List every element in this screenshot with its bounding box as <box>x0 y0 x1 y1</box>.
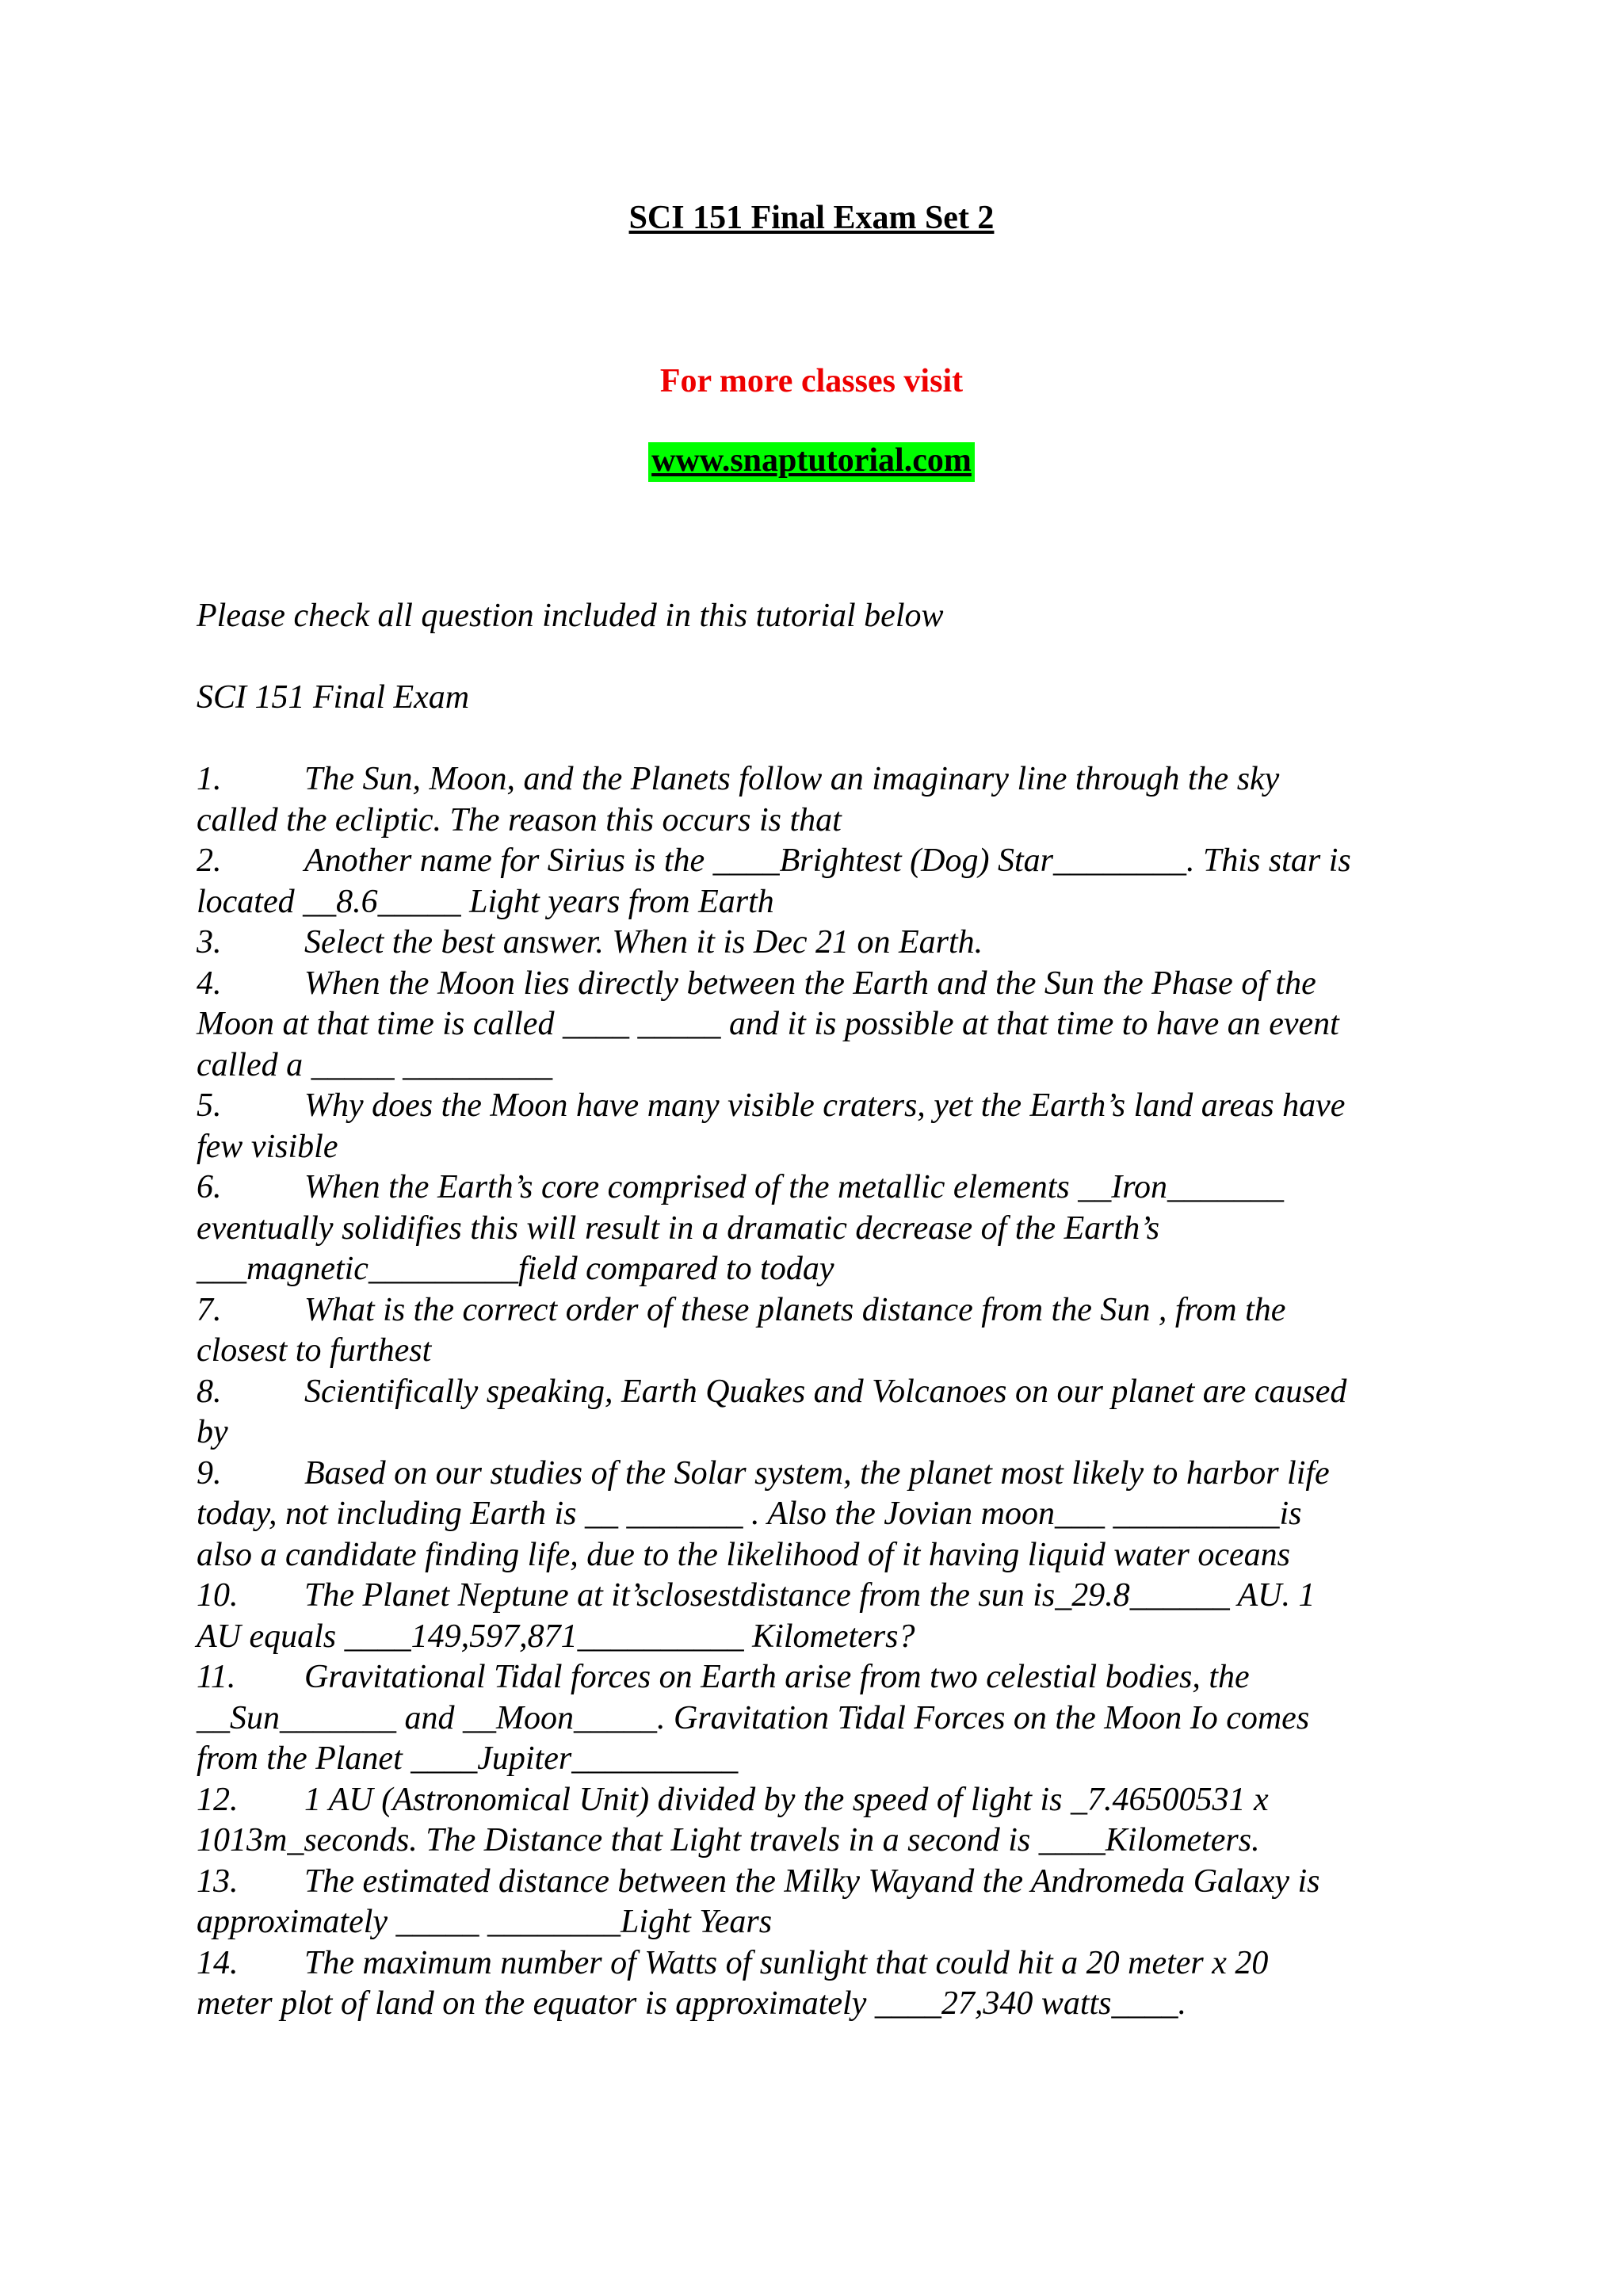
question-number: 9. <box>197 1454 222 1492</box>
question-text: Why does the Moon have many visible craters, yet the Earth’s land areas have <box>304 1087 1346 1124</box>
question-item <box>197 1576 1433 1657</box>
question-text: The Planet Neptune at it’sclosestdistance from the sun is_29.8______ AU. 1 <box>304 1577 1316 1614</box>
question-number: 13. <box>197 1862 239 1900</box>
question-continuation-line: meter plot of land on the equator is approximately ____27,340 watts____. <box>197 1985 1187 2022</box>
question-first-line <box>197 1167 1433 1209</box>
question-item <box>197 1290 1433 1372</box>
question-item <box>197 1372 1433 1454</box>
page-title: SCI 151 Final Exam Set 2 <box>628 200 995 236</box>
question-item <box>197 1167 1433 1290</box>
question-first-line <box>197 1086 1433 1127</box>
question-continuation-line: located __8.6_____ Light years from Earth <box>197 883 774 920</box>
question-continuation-line: called a _____ _________ <box>197 1046 553 1083</box>
question-item <box>197 1086 1433 1167</box>
question-continuation-line: 1013m_seconds. The Distance that Light travels in a second is ____Kilometers. <box>197 1822 1260 1859</box>
question-number: 3. <box>197 924 222 961</box>
question-continuation-line: by <box>197 1414 228 1450</box>
question-first-line <box>197 1943 1433 1985</box>
question-text: 1 AU (Astronomical Unit) divided by the speed of light is _7.46500531 x <box>304 1781 1269 1818</box>
question-text: When the Earth’s core comprised of the metallic elements __Iron_______ <box>304 1169 1285 1205</box>
question-continuation-line: closest to furthest <box>197 1332 432 1369</box>
question-number: 2. <box>197 842 222 879</box>
question-text: Select the best answer. When it is Dec 21 on Earth. <box>304 924 983 961</box>
question-number: 6. <box>197 1169 222 1205</box>
question-item <box>197 1454 1433 1576</box>
question-continuation-line: Moon at that time is called ____ _____ and it is possible at that time to have an event <box>197 1006 1339 1042</box>
question-text: Scientifically speaking, Earth Quakes and Volcanoes on our planet are caused <box>304 1373 1347 1410</box>
question-item <box>197 841 1433 923</box>
question-continuation-line: today, not including Earth is __ _______ . Also the Jovian moon___ __________is <box>197 1496 1302 1532</box>
question-item <box>197 1862 1433 1943</box>
question-number: 5. <box>197 1087 222 1124</box>
question-continuation-line: ___magnetic_________field compared to today <box>197 1251 834 1287</box>
question-text: Based on our studies of the Solar system, the planet most likely to harbor life <box>304 1454 1330 1492</box>
link-container <box>0 441 1623 480</box>
question-number: 14. <box>197 1944 239 1981</box>
question-first-line <box>197 964 1433 1005</box>
question-text: What is the correct order of these planets distance from the Sun , from the <box>304 1291 1286 1328</box>
question-continuation-line: approximately _____ ________Light Years <box>197 1904 773 1940</box>
question-number: 8. <box>197 1373 222 1410</box>
promo-text: For more classes visit <box>659 363 964 399</box>
question-continuation-line: from the Planet ____Jupiter__________ <box>197 1740 739 1777</box>
question-item <box>197 1780 1433 1862</box>
question-continuation-line: eventually solidifies this will result in a dramatic decrease of the Earth’s <box>197 1209 1160 1247</box>
question-list <box>197 759 1433 2025</box>
question-continuation-line: __Sun_______ and __Moon_____. Gravitation Tidal Forces on the Moon Io comes <box>197 1699 1310 1736</box>
section-subtitle: SCI 151 Final Exam <box>197 679 470 716</box>
question-number: 11. <box>197 1659 236 1695</box>
question-number: 7. <box>197 1291 222 1328</box>
question-first-line <box>197 1862 1433 1903</box>
question-item <box>197 964 1433 1087</box>
question-first-line <box>197 759 1433 800</box>
question-continuation-line: AU equals ____149,597,871__________ Kilometers? <box>197 1618 915 1655</box>
question-first-line <box>197 1780 1433 1821</box>
question-item <box>197 1943 1433 2025</box>
question-number: 10. <box>197 1577 239 1614</box>
question-number: 12. <box>197 1781 239 1818</box>
question-text: Another name for Sirius is the ____Brightest (Dog) Star________. This star is <box>304 842 1351 879</box>
question-number: 1. <box>197 761 222 797</box>
question-first-line <box>197 923 1433 964</box>
question-text: The estimated distance between the Milky Wayand the Andromeda Galaxy is <box>304 1862 1320 1900</box>
question-continuation-line: called the ecliptic. The reason this occurs is that <box>197 801 842 839</box>
question-first-line <box>197 1372 1433 1413</box>
website-link[interactable]: www.snaptutorial.com <box>648 442 975 482</box>
question-first-line <box>197 1454 1433 1495</box>
question-item <box>197 759 1433 841</box>
question-number: 4. <box>197 965 222 1002</box>
question-first-line <box>197 1290 1433 1331</box>
question-continuation-line: few visible <box>197 1128 338 1165</box>
question-item <box>197 923 1433 964</box>
question-text: The maximum number of Watts of sunlight that could hit a 20 meter x 20 <box>304 1944 1269 1981</box>
question-text: When the Moon lies directly between the Earth and the Sun the Phase of the <box>304 965 1316 1002</box>
intro-text: Please check all question included in this tutorial below <box>197 598 944 634</box>
question-item <box>197 1657 1433 1780</box>
question-first-line <box>197 1576 1433 1617</box>
question-text: The Sun, Moon, and the Planets follow an imaginary line through the sky <box>304 761 1280 797</box>
question-text: Gravitational Tidal forces on Earth arise from two celestial bodies, the <box>304 1659 1250 1695</box>
question-first-line <box>197 841 1433 882</box>
question-first-line <box>197 1657 1433 1698</box>
question-continuation-line: also a candidate finding life, due to the likelihood of it having liquid water oceans <box>197 1536 1290 1573</box>
